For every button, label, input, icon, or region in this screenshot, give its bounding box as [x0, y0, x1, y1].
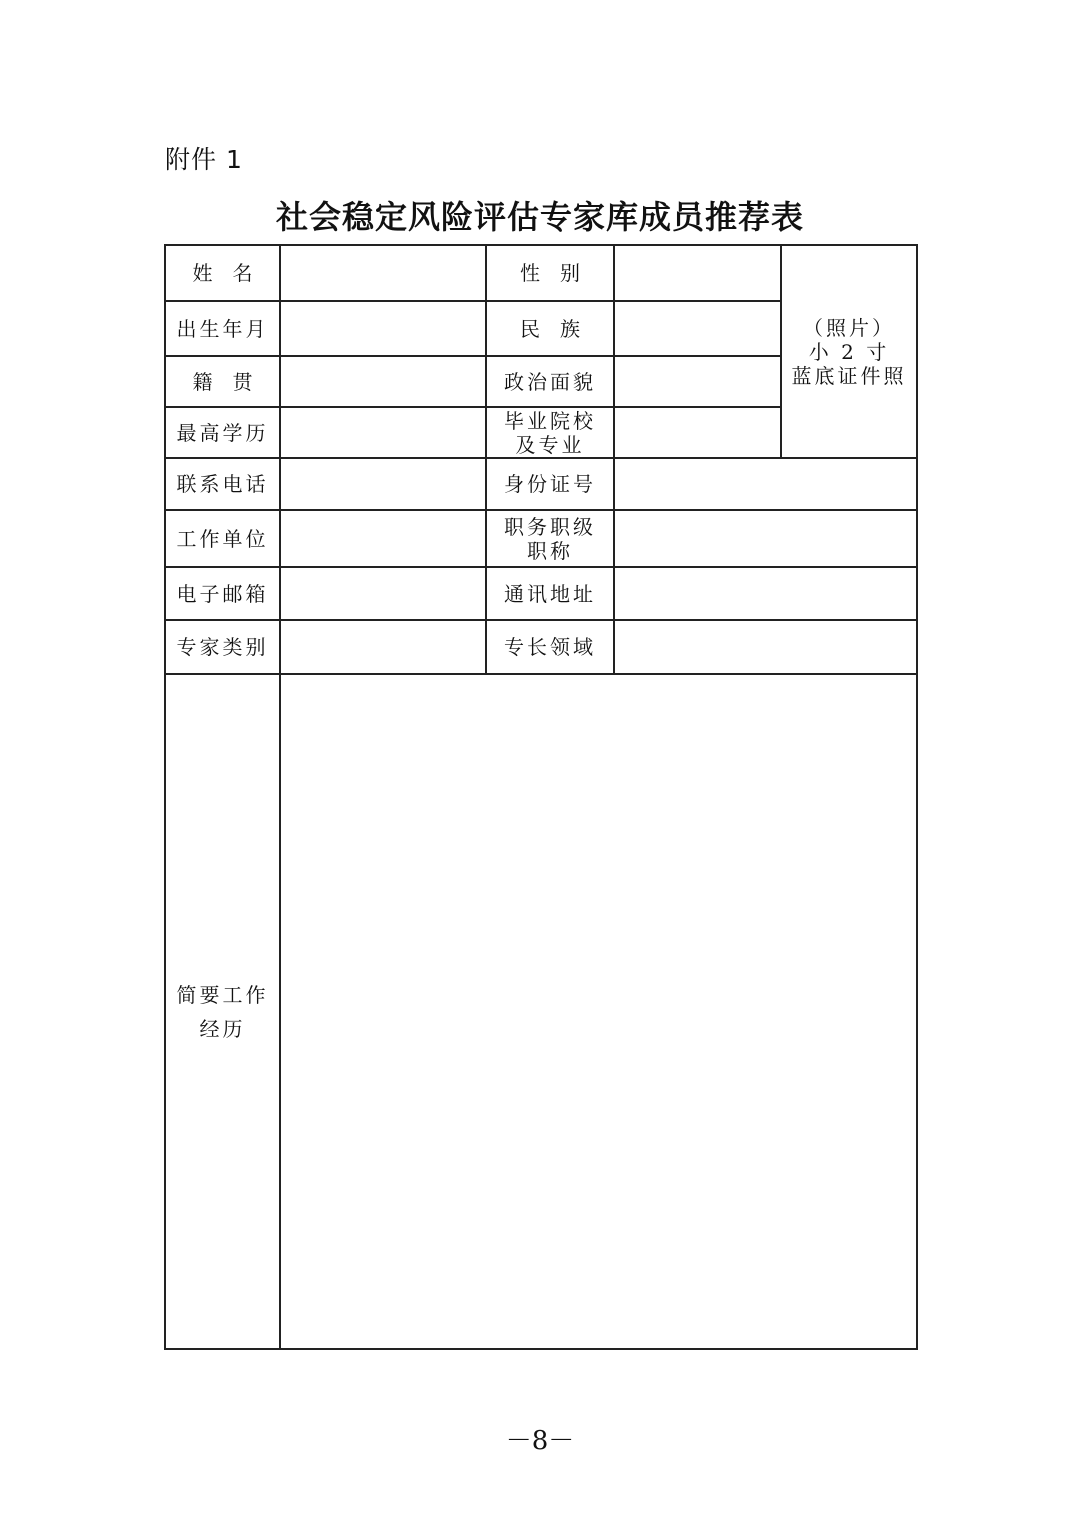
- phone-field[interactable]: [280, 458, 486, 510]
- position-field[interactable]: [614, 510, 917, 567]
- school-field[interactable]: [614, 407, 781, 458]
- birth-label: 出生年月: [165, 301, 280, 356]
- gender-field[interactable]: [614, 245, 781, 301]
- education-label: 最高学历: [165, 407, 280, 458]
- experience-field[interactable]: [280, 674, 917, 1349]
- gender-label: 性 别: [486, 245, 614, 301]
- id-number-label: 身份证号: [486, 458, 614, 510]
- experience-label-line1: 简要工作: [176, 982, 269, 1007]
- address-label: 通讯地址: [486, 567, 614, 620]
- photo-caption-3: 蓝底证件照: [791, 363, 907, 388]
- school-label-line1: 毕业院校: [504, 408, 596, 433]
- political-status-field[interactable]: [614, 356, 781, 407]
- native-place-field[interactable]: [280, 356, 486, 407]
- phone-label: 联系电话: [165, 458, 280, 510]
- employer-label: 工作单位: [165, 510, 280, 567]
- category-label: 专家类别: [165, 620, 280, 674]
- attachment-label: 附件 1: [165, 145, 243, 174]
- address-field[interactable]: [614, 567, 917, 620]
- native-place-label: 籍 贯: [165, 356, 280, 407]
- position-label: [486, 510, 614, 567]
- name-field[interactable]: [280, 245, 486, 301]
- email-label: 电子邮箱: [165, 567, 280, 620]
- specialty-label: 专长领域: [486, 620, 614, 674]
- school-label-line2: 及专业: [515, 432, 585, 457]
- position-label-line1: 职务职级: [504, 514, 596, 539]
- employer-field[interactable]: [280, 510, 486, 567]
- recommendation-form-table: [164, 244, 918, 1350]
- photo-box[interactable]: [781, 245, 917, 458]
- email-field[interactable]: [280, 567, 486, 620]
- name-label: 姓 名: [165, 245, 280, 301]
- ethnicity-label: 民 族: [486, 301, 614, 356]
- ethnicity-field[interactable]: [614, 301, 781, 356]
- page-number: －8－: [505, 1426, 575, 1456]
- education-field[interactable]: [280, 407, 486, 458]
- form-title: 社会稳定风险评估专家库成员推荐表: [275, 198, 804, 236]
- id-number-field[interactable]: [614, 458, 917, 510]
- birth-field[interactable]: [280, 301, 486, 356]
- school-label: [486, 407, 614, 458]
- category-field[interactable]: [280, 620, 486, 674]
- photo-caption-1: （照片）: [803, 315, 895, 340]
- experience-label-line2: 经历: [199, 1016, 246, 1041]
- political-status-label: 政治面貌: [486, 356, 614, 407]
- photo-caption-2: 小 2 寸: [808, 339, 890, 364]
- specialty-field[interactable]: [614, 620, 917, 674]
- position-label-line2: 职称: [527, 538, 573, 563]
- experience-label: [165, 674, 280, 1349]
